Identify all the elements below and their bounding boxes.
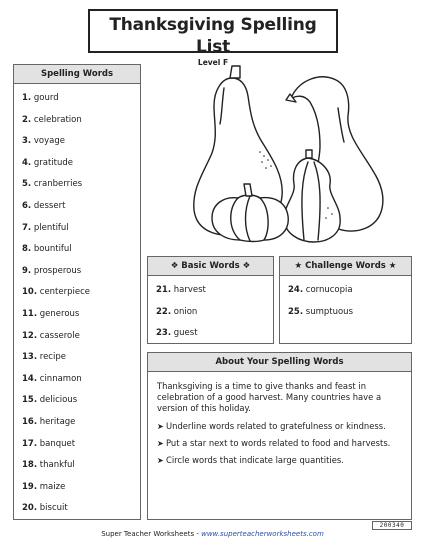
spelling-word-number: 15.	[22, 395, 38, 406]
challenge-word-number: 25.	[288, 306, 304, 317]
spelling-word-word: casserole	[39, 330, 80, 341]
spelling-word-word: cinnamon	[39, 373, 82, 384]
arrow-bullet-icon: ➤	[157, 456, 164, 465]
basic-word-word: onion	[173, 306, 198, 317]
basic-word-item	[156, 323, 273, 345]
about-words-panel	[147, 352, 412, 520]
spelling-word-word: prosperous	[33, 265, 82, 276]
spelling-word-number: 3.	[22, 136, 32, 147]
spelling-word-word: banquet	[39, 438, 76, 449]
spelling-word-number: 8.	[22, 244, 32, 255]
spelling-word-item	[14, 347, 140, 369]
challenge-word-word: sumptuous	[305, 306, 353, 317]
spelling-word-item	[14, 131, 140, 153]
spelling-word-number: 1.	[22, 93, 32, 103]
worksheet-code: 200340	[372, 521, 412, 530]
spelling-word-word: gourd	[33, 93, 59, 103]
footer	[0, 530, 425, 538]
challenge-words-list	[280, 276, 411, 323]
spelling-word-item	[14, 326, 140, 348]
instruction-text: Put a star next to words related to food and harvests.	[166, 438, 391, 448]
spelling-word-number: 2.	[22, 114, 32, 125]
spelling-word-item	[14, 196, 140, 218]
spelling-word-word: plentiful	[33, 222, 69, 233]
spelling-word-number: 4.	[22, 157, 32, 168]
spelling-word-word: celebration	[33, 114, 82, 125]
spelling-word-item	[14, 261, 140, 283]
spelling-word-number: 14.	[22, 373, 38, 384]
about-words-heading: About Your Spelling Words	[148, 353, 411, 372]
spelling-word-item	[14, 153, 140, 175]
spelling-word-item	[14, 239, 140, 261]
spelling-word-word: biscuit	[39, 503, 68, 514]
spelling-word-item	[14, 282, 140, 304]
basic-words-heading: ❖ Basic Words ❖	[148, 257, 273, 276]
basic-words-panel	[147, 256, 274, 344]
spelling-word-word: gratitude	[33, 157, 73, 168]
spelling-word-item	[14, 477, 140, 499]
spelling-word-item	[14, 369, 140, 391]
basic-word-item	[156, 302, 273, 324]
challenge-word-item	[288, 280, 411, 302]
instruction-item	[157, 455, 402, 466]
basic-word-number: 21.	[156, 285, 172, 295]
spelling-word-number: 10.	[22, 287, 38, 298]
spelling-word-number: 6.	[22, 200, 32, 211]
spelling-word-item	[14, 455, 140, 477]
basic-words-list	[148, 276, 273, 345]
spelling-word-number: 5.	[22, 179, 32, 190]
spelling-word-word: bountiful	[33, 244, 72, 255]
spelling-words-panel	[13, 64, 141, 520]
about-intro-text: Thanksgiving is a time to give thanks and feast in celebration of a good harvest. Many countries have a version of this holiday.	[157, 381, 382, 413]
spelling-word-number: 13.	[22, 352, 38, 363]
spelling-word-word: voyage	[33, 136, 65, 147]
instruction-text: Circle words that indicate large quantities.	[166, 455, 344, 465]
footer-publisher: Super Teacher Worksheets -	[101, 530, 202, 538]
spelling-word-number: 17.	[22, 438, 38, 449]
worksheet-level: Level F	[197, 58, 229, 67]
challenge-word-word: cornucopia	[305, 285, 353, 295]
spelling-word-word: dessert	[33, 200, 66, 211]
spelling-word-number: 11.	[22, 308, 38, 319]
challenge-words-panel	[279, 256, 412, 344]
spelling-word-number: 19.	[22, 481, 38, 492]
spelling-word-word: recipe	[39, 352, 66, 363]
spelling-word-item	[14, 174, 140, 196]
spelling-word-word: centerpiece	[39, 287, 91, 298]
spelling-word-item	[14, 434, 140, 456]
arrow-bullet-icon: ➤	[157, 439, 164, 448]
instruction-item	[157, 421, 402, 432]
spelling-word-item	[14, 110, 140, 132]
spelling-word-word: maize	[39, 481, 66, 492]
spelling-word-number: 9.	[22, 265, 32, 276]
spelling-word-number: 20.	[22, 503, 38, 514]
spelling-word-word: delicious	[39, 395, 78, 406]
spelling-word-number: 12.	[22, 330, 38, 341]
spelling-word-number: 7.	[22, 222, 32, 233]
spelling-words-list	[14, 84, 140, 520]
spelling-word-item	[14, 412, 140, 434]
arrow-bullet-icon: ➤	[157, 422, 164, 431]
spelling-word-word: thankful	[39, 460, 75, 471]
worksheet-title: Thanksgiving Spelling List	[109, 15, 317, 57]
instruction-list	[157, 421, 402, 466]
spelling-word-number: 16.	[22, 416, 38, 427]
challenge-word-item	[288, 302, 411, 324]
spelling-word-item	[14, 218, 140, 240]
spelling-words-heading: Spelling Words	[14, 65, 140, 84]
spelling-word-item	[14, 498, 140, 520]
footer-url-link[interactable]: www.superteacherworksheets.com	[201, 530, 324, 538]
basic-word-number: 23.	[156, 328, 172, 338]
spelling-word-word: generous	[39, 308, 80, 319]
instruction-item	[157, 438, 402, 449]
gourds-illustration	[188, 58, 398, 248]
basic-word-item	[156, 280, 273, 302]
spelling-word-number: 18.	[22, 460, 38, 471]
challenge-words-heading: ★ Challenge Words ★	[280, 257, 411, 276]
basic-word-word: harvest	[173, 285, 206, 295]
spelling-word-item	[14, 304, 140, 326]
worksheet-title-box	[88, 9, 338, 67]
basic-word-number: 22.	[156, 306, 172, 317]
challenge-word-number: 24.	[288, 285, 304, 295]
spelling-word-item	[14, 88, 140, 110]
spelling-word-word: heritage	[39, 416, 76, 427]
spelling-word-word: cranberries	[33, 179, 83, 190]
basic-word-word: guest	[173, 328, 198, 338]
instruction-text: Underline words related to gratefulness or kindness.	[166, 421, 386, 431]
spelling-word-item	[14, 390, 140, 412]
